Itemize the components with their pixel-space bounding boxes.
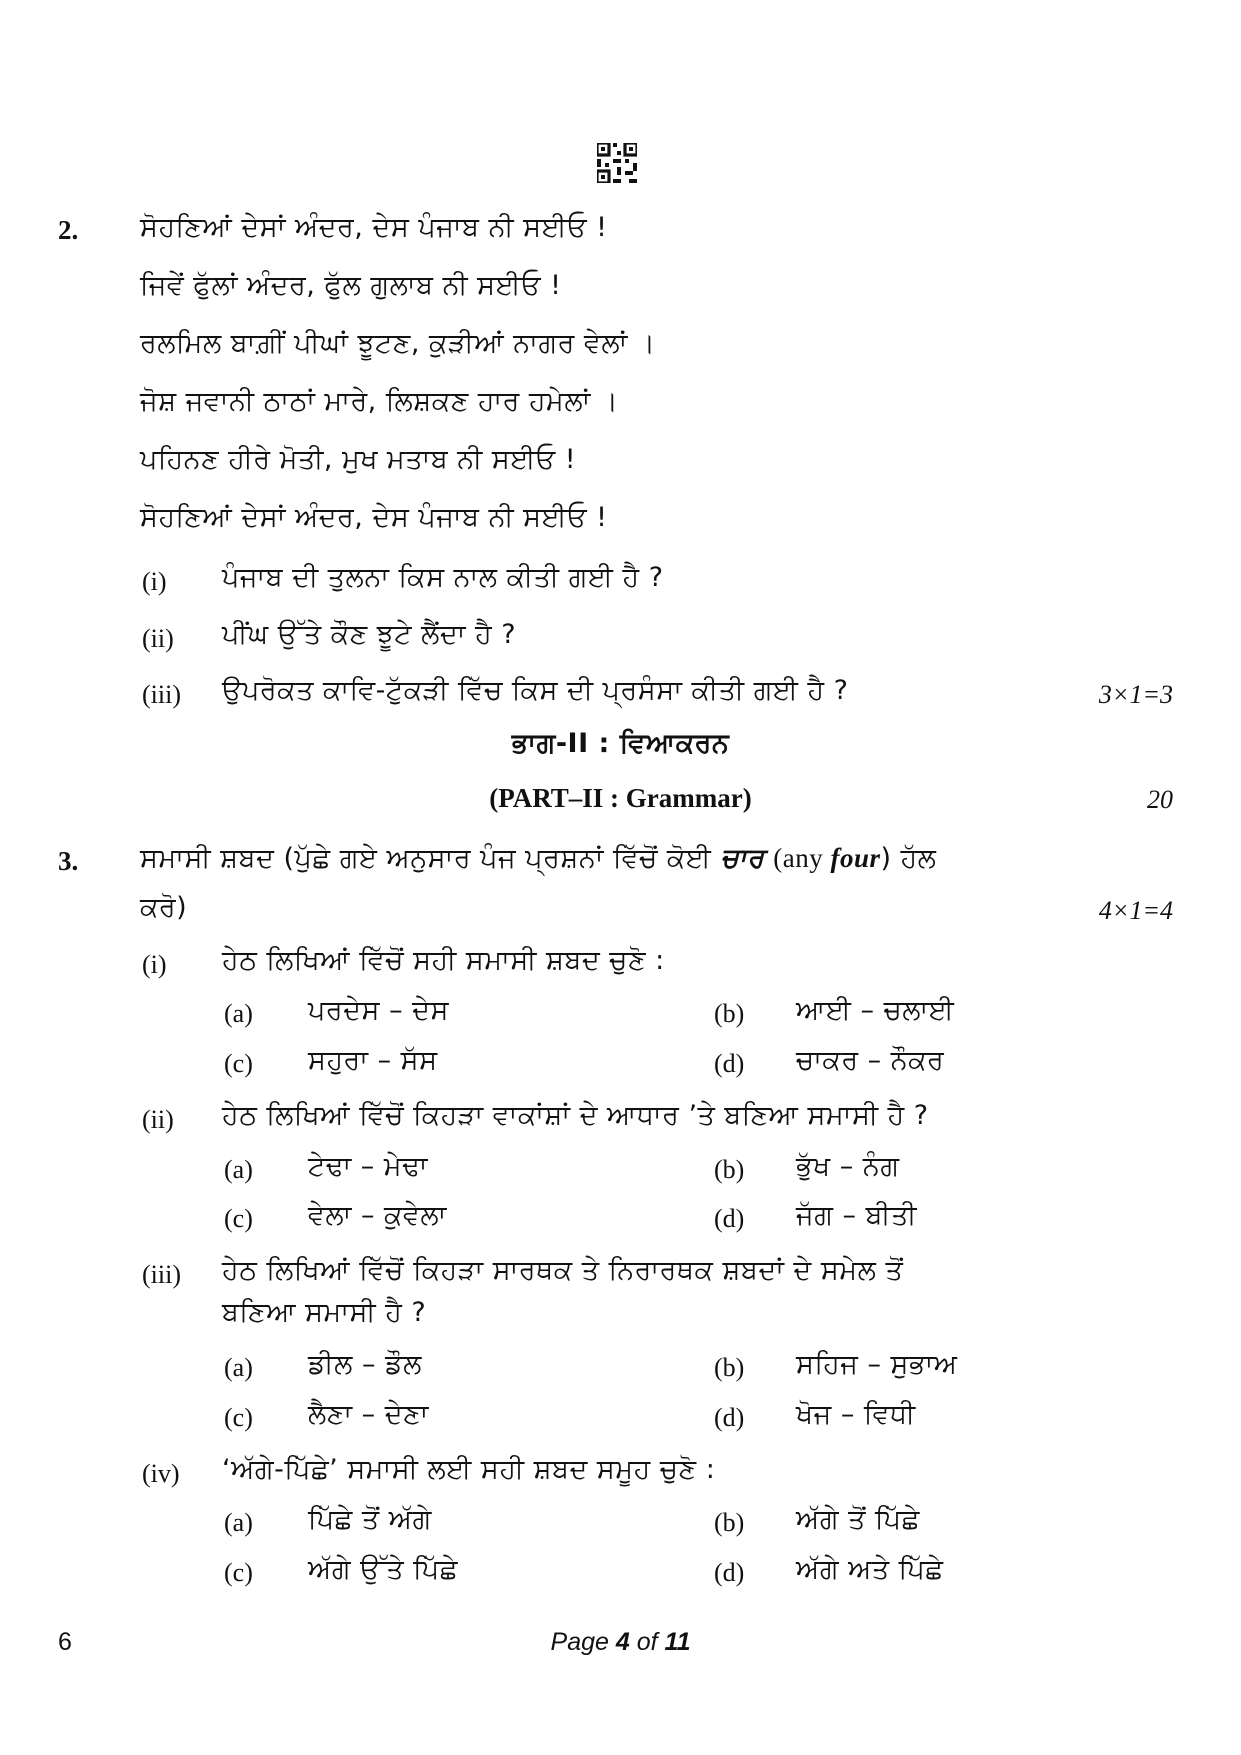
option-label: (b)	[714, 1508, 745, 1537]
page-code: 6	[58, 1628, 72, 1656]
question-instruction-line2: ਕਰੋ)	[140, 892, 188, 923]
option-label: (c)	[224, 1403, 253, 1432]
subquestion-number: (i)	[142, 950, 167, 979]
option-text: ਲੈਣਾ – ਦੇਣਾ	[308, 1399, 429, 1430]
option-label: (a)	[224, 1508, 253, 1537]
instruction-end-text: ) ਹੱਲ	[880, 843, 937, 874]
page-indicator	[0, 1628, 1241, 1657]
poem-line: ਸੋਹਣਿਆਂ ਦੇਸਾਂ ਅੰਦਰ, ਦੇਸ ਪੰਜਾਬ ਨੀ ਸਈਓ !	[140, 212, 608, 243]
option-label: (a)	[224, 1155, 253, 1184]
option-label: (d)	[714, 1558, 745, 1587]
instruction-english-emphasis: four	[830, 843, 881, 873]
qr-code-icon	[597, 143, 637, 183]
option-text: ਖੋਜ – ਵਿਧੀ	[796, 1399, 916, 1430]
option-label: (c)	[224, 1558, 253, 1587]
option-label: (b)	[714, 999, 745, 1028]
poem-line: ਰਲਮਿਲ ਬਾਗ਼ੀਂ ਪੀਘਾਂ ਝੂਟਣ, ਕੁੜੀਆਂ ਨਾਗਰ ਵੇਲਾਂ ।	[140, 328, 656, 359]
option-label: (c)	[224, 1204, 253, 1233]
subquestion-number: (ii)	[142, 624, 174, 653]
marks: 3×1=3	[1098, 680, 1173, 709]
page-total: 11	[664, 1628, 691, 1656]
option-text: ਆਈ – ਚਲਾਈ	[796, 995, 955, 1026]
option-text: ਵੇਲਾ – ਕੁਵੇਲਾ	[308, 1200, 447, 1231]
poem-line: ਪਹਿਨਣ ਹੀਰੇ ਮੋਤੀ, ਮੁਖ ਮਤਾਬ ਨੀ ਸਈਓ !	[140, 444, 577, 475]
subquestion-text: ਪੀਂਘ ਉੱਤੇ ਕੌਣ ਝੂਟੇ ਲੈਂਦਾ ਹੈ ?	[222, 619, 517, 650]
option-label: (c)	[224, 1049, 253, 1078]
option-text: ਟੇਢਾ – ਮੇਢਾ	[308, 1151, 428, 1182]
section-title-punjabi: ਭਾਗ-II : ਵਿਆਕਰਨ	[511, 728, 730, 759]
page-current: 4	[615, 1628, 630, 1656]
option-text: ਸਹੁਰਾ – ਸੱਸ	[308, 1045, 438, 1076]
option-text: ਡੀਲ – ਡੌਲ	[308, 1349, 422, 1380]
subquestion-text: ਹੇਠ ਲਿਖਿਆਂ ਵਿੱਚੋਂ ਕਿਹੜਾ ਵਾਕਾਂਸ਼ਾਂ ਦੇ ਆਧਾਰ ’ਤੇ ਬਣਿਆ ਸਮਾਸੀ ਹੈ ?	[222, 1100, 929, 1131]
subquestion-number: (iii)	[142, 1260, 181, 1289]
poem-line: ਜੋਸ਼ ਜਵਾਨੀ ਠਾਠਾਂ ਮਾਰੇ, ਲਿਸ਼ਕਣ ਹਾਰ ਹਮੇਲਾਂ ।	[140, 386, 619, 417]
option-text: ਅੱਗੇ ਅਤੇ ਪਿੱਛੇ	[796, 1554, 944, 1585]
subquestion-number: (iv)	[142, 1459, 180, 1488]
subquestion-number: (iii)	[142, 680, 181, 709]
option-text: ਸਹਿਜ – ਸੁਭਾਅ	[796, 1349, 958, 1380]
question-number: 3.	[58, 846, 79, 876]
instruction-english	[773, 843, 880, 873]
subquestion-text: ‘ਅੱਗੇ-ਪਿੱਛੇ’ ਸਮਾਸੀ ਲਈ ਸਹੀ ਸ਼ਬਦ ਸਮੂਹ ਚੁਣੋ :	[222, 1454, 716, 1485]
option-label: (b)	[714, 1353, 745, 1382]
instruction-text: ਸਮਾਸੀ ਸ਼ਬਦ (ਪੁੱਛੇ ਗਏ ਅਨੁਸਾਰ ਪੰਜ ਪ੍ਰਸ਼ਨਾਂ ਵਿੱਚੋਂ ਕੋਈ	[140, 843, 712, 874]
option-label: (a)	[224, 999, 253, 1028]
subquestion-text: ਹੇਠ ਲਿਖਿਆਂ ਵਿੱਚੋਂ ਸਹੀ ਸਮਾਸੀ ਸ਼ਬਦ ਚੁਣੋ :	[222, 945, 665, 976]
option-text: ਜੱਗ – ਬੀਤੀ	[796, 1200, 917, 1231]
subquestion-text: ਉਪਰੋਕਤ ਕਾਵਿ-ਟੁੱਕੜੀ ਵਿੱਚ ਕਿਸ ਦੀ ਪ੍ਰਸੰਸਾ ਕੀਤੀ ਗਈ ਹੈ ?	[222, 675, 849, 706]
option-label: (d)	[714, 1204, 745, 1233]
option-text: ਭੁੱਖ – ਨੰਗ	[796, 1151, 900, 1182]
option-text: ਚਾਕਰ – ਨੌਕਰ	[796, 1045, 945, 1076]
question-instruction	[140, 840, 936, 877]
option-text: ਅੱਗੇ ਉੱਤੇ ਪਿੱਛੇ	[308, 1554, 458, 1585]
option-text: ਪਰਦੇਸ – ਦੇਸ	[308, 995, 450, 1026]
poem-line: ਜਿਵੇਂ ਫੁੱਲਾਂ ਅੰਦਰ, ਫੁੱਲ ਗੁਲਾਬ ਨੀ ਸਈਓ !	[140, 270, 562, 301]
option-text: ਪਿੱਛੇ ਤੋਂ ਅੱਗੇ	[308, 1504, 432, 1535]
option-text: ਅੱਗੇ ਤੋਂ ਪਿੱਛੇ	[796, 1504, 920, 1535]
marks: 4×1=4	[1098, 896, 1173, 925]
option-label: (a)	[224, 1353, 253, 1382]
option-label: (d)	[714, 1049, 745, 1078]
subquestion-text-line2: ਬਣਿਆ ਸਮਾਸੀ ਹੈ ?	[222, 1297, 427, 1328]
option-label: (d)	[714, 1403, 745, 1432]
option-label: (b)	[714, 1155, 745, 1184]
page-prefix: Page	[550, 1628, 609, 1656]
subquestion-text: ਪੰਜਾਬ ਦੀ ਤੁਲਨਾ ਕਿਸ ਨਾਲ ਕੀਤੀ ਗਈ ਹੈ ?	[222, 562, 664, 593]
subquestion-number: (i)	[142, 567, 167, 596]
subquestion-text: ਹੇਠ ਲਿਖਿਆਂ ਵਿੱਚੋਂ ਕਿਹੜਾ ਸਾਰਥਕ ਤੇ ਨਿਰਾਰਥਕ ਸ਼ਬਦਾਂ ਦੇ ਸਮੇਲ ਤੋਂ	[222, 1255, 904, 1286]
page-of: of	[636, 1628, 658, 1656]
question-number: 2.	[58, 215, 79, 245]
subquestion-number: (ii)	[142, 1105, 174, 1134]
section-marks: 20	[1147, 785, 1173, 814]
section-title-english: (PART–II : Grammar)	[489, 783, 752, 813]
poem-line: ਸੋਹਣਿਆਂ ਦੇਸਾਂ ਅੰਦਰ, ਦੇਸ ਪੰਜਾਬ ਨੀ ਸਈਓ !	[140, 502, 608, 533]
instruction-emphasis: ਚਾਰ	[720, 843, 765, 874]
instruction-english-text: (any	[773, 843, 824, 873]
